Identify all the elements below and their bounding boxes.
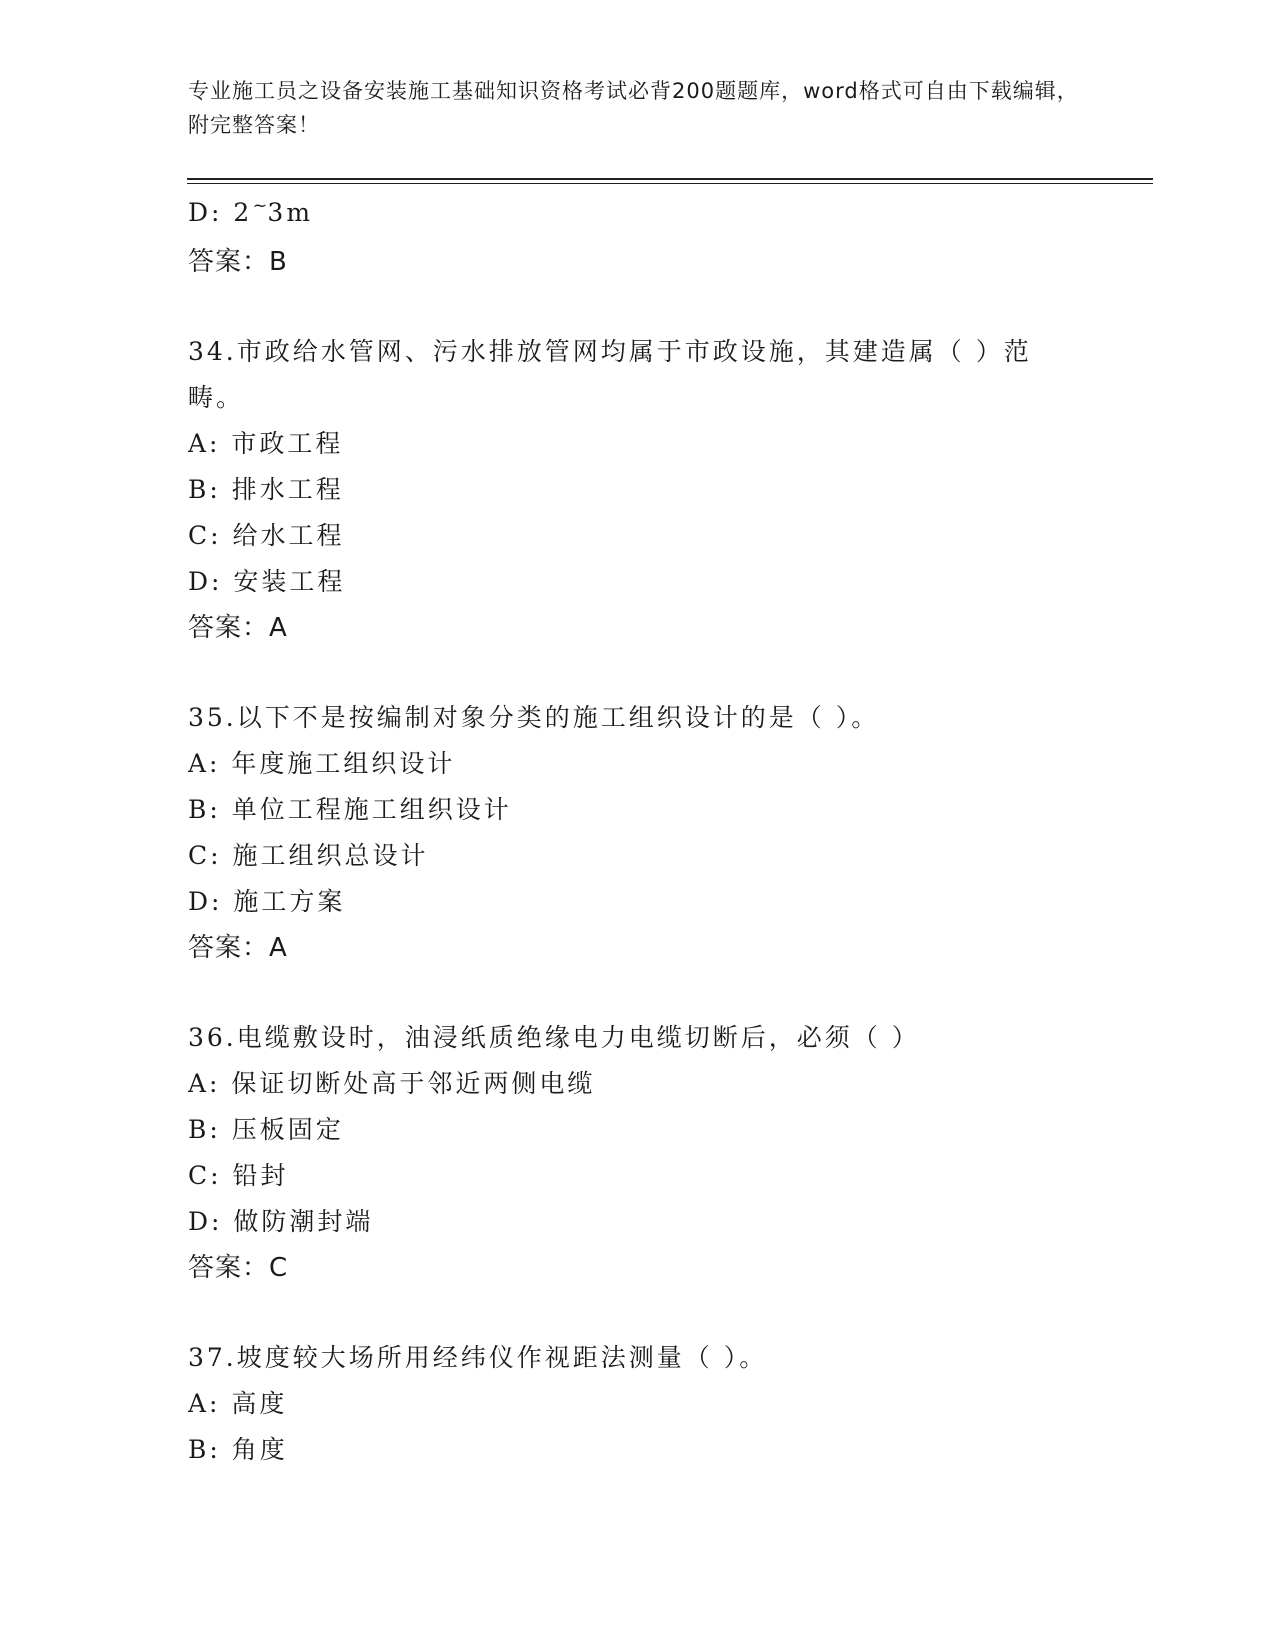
option-c: C: 施工组织总设计: [188, 841, 429, 870]
question-stem: 36.电缆敷设时，油浸纸质绝缘电力电缆切断后，必须（ ）: [188, 1023, 920, 1052]
option-b: B: 角度: [188, 1435, 288, 1464]
option-a: A: 年度施工组织设计: [188, 749, 456, 778]
question-36: [188, 1015, 1088, 1291]
option-d: [188, 190, 1088, 239]
answer-line: [188, 925, 1088, 971]
document-title: 专业施工员之设备安装施工基础知识资格考试必背200题题库，word格式可自由下载编辑，附完整答案！: [188, 79, 1079, 137]
option-value-end: 3m: [267, 198, 314, 227]
option-b: B: 排水工程: [188, 475, 344, 504]
option-value-start: 2: [233, 198, 253, 227]
answer-label: 答案：: [188, 1253, 270, 1283]
answer-line: [188, 239, 1088, 285]
answer-line: [188, 605, 1088, 651]
question-stem: 35.以下不是按编制对象分类的施工组织设计的是（ ）。: [188, 703, 880, 732]
option-b: B: 压板固定: [188, 1115, 344, 1144]
option-a: A: 高度: [188, 1389, 288, 1418]
answer-value: A: [269, 933, 288, 963]
option-a: A: 保证切断处高于邻近两侧电缆: [188, 1069, 596, 1098]
question-stem: 34.市政给水管网、污水排放管网均属于市政设施，其建造属（ ）范畴。: [188, 337, 1032, 412]
tilde-mark: ~: [252, 195, 268, 216]
answer-label: 答案：: [188, 247, 270, 277]
header-divider: [187, 178, 1153, 184]
question-37: [188, 1335, 1088, 1473]
answer-value: B: [269, 247, 288, 277]
option-b: B: 单位工程施工组织设计: [188, 795, 512, 824]
answer-value: C: [269, 1253, 289, 1283]
option-c: C: 给水工程: [188, 521, 345, 550]
question-34: [188, 329, 1088, 651]
option-a: A: 市政工程: [188, 429, 344, 458]
answer-label: 答案：: [188, 613, 270, 643]
previous-question-fragment: [188, 190, 1088, 285]
answer-line: [188, 1245, 1088, 1291]
answer-label: 答案：: [188, 933, 270, 963]
option-d: D: 安装工程: [188, 567, 346, 596]
option-d: D: 做防潮封端: [188, 1207, 374, 1236]
question-list: [188, 190, 1088, 1473]
option-d: D: 施工方案: [188, 887, 346, 916]
question-35: [188, 695, 1088, 971]
answer-value: A: [269, 613, 288, 643]
page-header: [188, 74, 1088, 142]
option-label: D:: [188, 198, 223, 227]
option-c: C: 铅封: [188, 1161, 289, 1190]
question-stem: 37.坡度较大场所用经纬仪作视距法测量（ ）。: [188, 1343, 768, 1372]
